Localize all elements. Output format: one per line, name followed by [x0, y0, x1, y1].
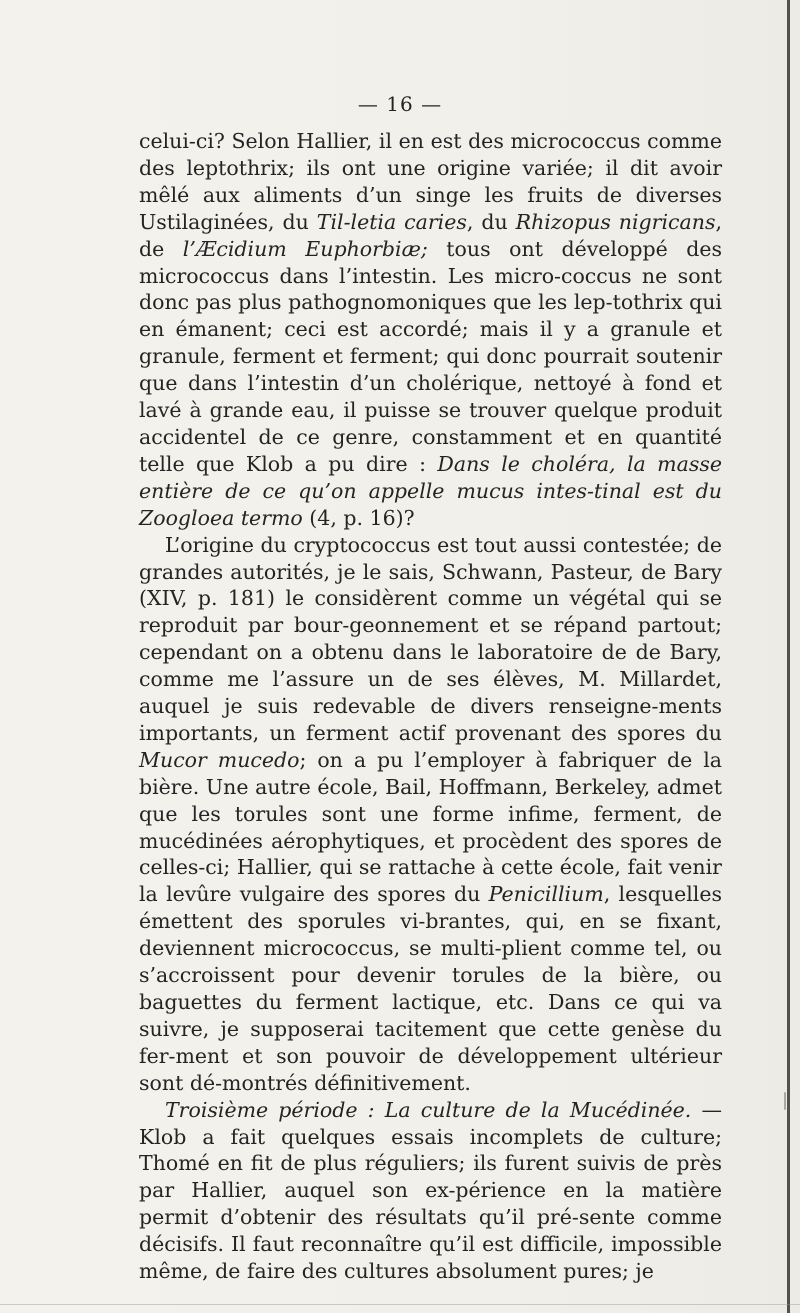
paragraph-2-text-1: L’origine du cryptococcus est tout aussi contestée; de grandes autorités, je le sais, Schwann, Pasteur, de Bary (XIV, p. 181) le considèrent comme un végétal qui se reproduit par bour-geonnement et se répand partout; cependant on a obtenu dans le laboratoire de de Bary, comme me l’assure un de ses élèves, M. Millardet, auquel je suis redevable de divers renseigne-ments importants, un ferment actif provenant des spores du: [139, 532, 722, 745]
paragraph-1-text-2: , du: [466, 209, 516, 234]
paragraph-2-text-2: ; on a pu l’employer à fabriquer de la bière. Une autre école, Bail, Hoffmann, Berkeley, admet que les torules sont une forme infime, ferment, de mucédinées aérophytiques, et procèdent des spores de celles-ci; Hallier, qui se rattache à cette école, fait venir la levûre vulgaire des spores du: [139, 747, 722, 907]
paragraph-1-italic-2: Rhizopus nigricans: [515, 209, 716, 234]
paragraph-1-text-4: tous ont développé des micrococcus dans l’intestin. Les micro-coccus ne sont donc pas plus pathognomoniques que les lep-tothrix qui en émanent; ceci est accordé; mais il y a granule et granule, ferment et ferment; qui donc pourrait soutenir que dans l’intestin d’un cholérique, nettoyé à fond et lavé à grande eau, il puisse se trouver quelque produit accidentel de ce genre, constamment et en quantité telle que Klob a pu dire :: [139, 236, 723, 476]
paragraph-1-italic-4: Dans le choléra, la masse entière de ce qu’on appelle mucus intes-tinal est du Zoogloea termo: [139, 451, 723, 530]
paragraph-1-text-5: (4, p. 16)?: [302, 505, 415, 530]
paragraph-1: [139, 128, 722, 532]
paragraph-1-italic-1: Til-letia caries: [316, 209, 467, 234]
page-edge-shadow: [787, 0, 790, 1313]
paragraph-2-italic-2: Penicillium: [488, 882, 604, 907]
paragraph-1-text-3: , de: [139, 209, 722, 261]
paragraph-3-heading: Troisième période : La culture de la Mucédinée.: [165, 1097, 692, 1122]
paragraph-3-text-1: — Klob a fait quelques essais incomplets de culture; Thomé en fit de plus réguliers; ils furent suivis de près par Hallier, auquel son ex-périence en la matière permit d’obtenir des résultats qu’il pré-sente comme décisifs. Il faut reconnaître qu’il est difficile, impossible même, de faire des cultures absolument pures; je: [139, 1097, 722, 1284]
paragraph-2-italic-1: Mucor mucedo: [139, 747, 300, 772]
margin-mark: [784, 1092, 786, 1110]
paragraph-1-italic-3: l’Æcidium Euphorbiæ;: [182, 236, 428, 261]
paragraph-1-text-1: celui-ci? Selon Hallier, il en est des micrococcus comme des leptothrix; ils ont une origine variée; il dit avoir mêlé aux aliments d’un singe les fruits de diverses Ustilaginées, du: [139, 129, 722, 234]
paragraph-2-text-3: , lesquelles émettent des sporules vi-brantes, qui, en se fixant, deviennent micrococcus, se multi-plient comme tel, ou s’accroissent pour devenir torules de la bière, ou baguettes du ferment lactique, etc. Dans ce qui va suivre, je supposerai tacitement que cette genèse du fer-ment et son pouvoir de développement ultérieur sont dé-montrés définitivement.: [139, 882, 722, 1095]
paragraph-3: [139, 1097, 722, 1285]
paragraph-2: [139, 532, 722, 1097]
page-bottom-rule: [0, 1304, 800, 1305]
body-text: [139, 128, 722, 1285]
page-number: — 16 —: [357, 92, 443, 116]
